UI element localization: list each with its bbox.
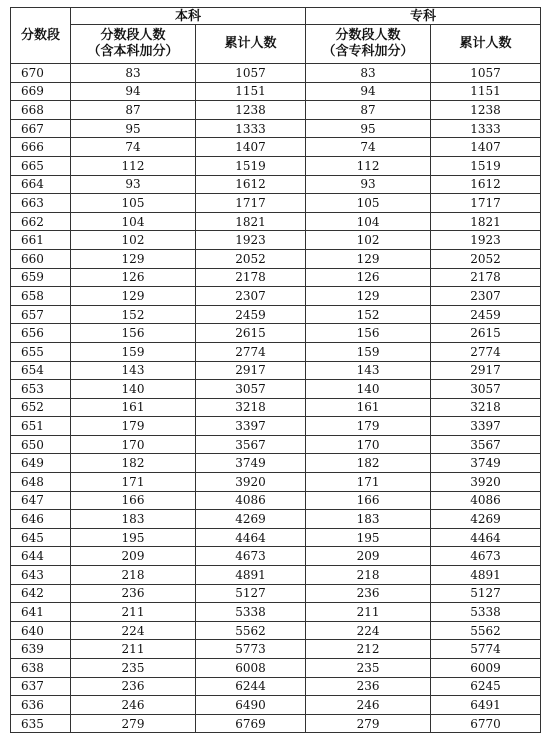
vocational-count-header-line2: （含专科加分）	[322, 44, 414, 59]
undergrad-count-cell: 102	[71, 231, 196, 250]
score-distribution-table-container	[10, 7, 541, 733]
undergrad-count-cell: 156	[71, 324, 196, 343]
table-row	[11, 194, 541, 213]
vocational-cumulative-cell: 6770	[431, 714, 541, 733]
vocational-count-cell: 95	[306, 119, 431, 138]
undergrad-count-header	[71, 25, 196, 64]
score-cell: 662	[11, 212, 71, 231]
table-row	[11, 231, 541, 250]
vocational-count-cell: 87	[306, 101, 431, 120]
vocational-cumulative-cell: 1333	[431, 119, 541, 138]
undergrad-count-cell: 104	[71, 212, 196, 231]
vocational-count-cell: 212	[306, 640, 431, 659]
undergrad-cumulative-cell: 2774	[196, 342, 306, 361]
table-row	[11, 305, 541, 324]
vocational-count-cell: 94	[306, 82, 431, 101]
vocational-count-cell: 246	[306, 696, 431, 715]
vocational-cumulative-cell: 1238	[431, 101, 541, 120]
undergrad-cumulative-cell: 4673	[196, 547, 306, 566]
undergrad-cumulative-cell: 1612	[196, 175, 306, 194]
score-cell: 644	[11, 547, 71, 566]
vocational-count-cell: 105	[306, 194, 431, 213]
score-cell: 659	[11, 268, 71, 287]
vocational-cumulative-cell: 4891	[431, 566, 541, 585]
table-row	[11, 473, 541, 492]
undergrad-count-cell: 126	[71, 268, 196, 287]
vocational-count-header-line1: 分数段人数	[335, 28, 401, 43]
undergrad-count-cell: 74	[71, 138, 196, 157]
undergrad-cumulative-cell: 3920	[196, 473, 306, 492]
undergrad-count-cell: 166	[71, 491, 196, 510]
undergrad-cumulative-cell: 1821	[196, 212, 306, 231]
score-cell: 635	[11, 714, 71, 733]
undergrad-count-cell: 94	[71, 82, 196, 101]
vocational-count-cell: 171	[306, 473, 431, 492]
vocational-count-cell: 236	[306, 677, 431, 696]
table-row	[11, 156, 541, 175]
undergrad-count-cell: 93	[71, 175, 196, 194]
undergrad-count-cell: 236	[71, 677, 196, 696]
undergrad-cumulative-cell: 4269	[196, 510, 306, 529]
undergrad-count-cell: 246	[71, 696, 196, 715]
table-row	[11, 510, 541, 529]
undergrad-cumulative-cell: 5773	[196, 640, 306, 659]
score-cell: 663	[11, 194, 71, 213]
vocational-count-cell: 182	[306, 454, 431, 473]
vocational-count-cell: 236	[306, 584, 431, 603]
table-row	[11, 64, 541, 83]
score-cell: 657	[11, 305, 71, 324]
vocational-cumulative-cell: 1821	[431, 212, 541, 231]
vocational-count-cell: 209	[306, 547, 431, 566]
table-row	[11, 659, 541, 678]
undergrad-cumulative-cell: 2307	[196, 287, 306, 306]
vocational-count-cell: 166	[306, 491, 431, 510]
vocational-cumulative-cell: 1407	[431, 138, 541, 157]
score-cell: 670	[11, 64, 71, 83]
undergrad-count-cell: 143	[71, 361, 196, 380]
undergrad-cumulative-cell: 5562	[196, 621, 306, 640]
undergrad-cumulative-cell: 1151	[196, 82, 306, 101]
vocational-count-cell: 104	[306, 212, 431, 231]
vocational-count-cell: 112	[306, 156, 431, 175]
undergrad-count-header-line1: 分数段人数	[100, 28, 166, 43]
undergrad-cumulative-cell: 3397	[196, 417, 306, 436]
score-cell: 668	[11, 101, 71, 120]
score-cell: 637	[11, 677, 71, 696]
score-cell: 646	[11, 510, 71, 529]
table-row	[11, 566, 541, 585]
vocational-cumulative-cell: 1923	[431, 231, 541, 250]
table-row	[11, 342, 541, 361]
table-row	[11, 175, 541, 194]
vocational-count-cell: 161	[306, 398, 431, 417]
vocational-cumulative-cell: 4086	[431, 491, 541, 510]
undergrad-cumulative-cell: 6008	[196, 659, 306, 678]
score-cell: 651	[11, 417, 71, 436]
score-cell: 649	[11, 454, 71, 473]
table-header	[11, 8, 541, 64]
table-row	[11, 621, 541, 640]
score-cell: 658	[11, 287, 71, 306]
table-row	[11, 547, 541, 566]
score-cell: 645	[11, 528, 71, 547]
undergrad-count-cell: 161	[71, 398, 196, 417]
vocational-count-cell: 152	[306, 305, 431, 324]
undergrad-cumulative-cell: 5127	[196, 584, 306, 603]
vocational-cumulative-cell: 2459	[431, 305, 541, 324]
score-cell: 640	[11, 621, 71, 640]
table-row	[11, 268, 541, 287]
table-row	[11, 640, 541, 659]
undergrad-cumulative-cell: 1333	[196, 119, 306, 138]
undergrad-cumulative-cell: 2615	[196, 324, 306, 343]
vocational-count-cell: 129	[306, 249, 431, 268]
score-cell: 642	[11, 584, 71, 603]
vocational-cumulative-cell: 3057	[431, 380, 541, 399]
undergrad-cumulative-cell: 2459	[196, 305, 306, 324]
table-row	[11, 101, 541, 120]
vocational-cumulative-cell: 2052	[431, 249, 541, 268]
vocational-cumulative-cell: 2178	[431, 268, 541, 287]
vocational-count-cell: 218	[306, 566, 431, 585]
vocational-count-header	[306, 25, 431, 64]
header-row-top	[11, 8, 541, 25]
table-row	[11, 138, 541, 157]
undergrad-count-cell: 159	[71, 342, 196, 361]
undergrad-cumulative-cell: 3218	[196, 398, 306, 417]
undergrad-cumulative-cell: 1407	[196, 138, 306, 157]
undergrad-count-cell: 218	[71, 566, 196, 585]
table-row	[11, 603, 541, 622]
undergrad-cumulative-cell: 2917	[196, 361, 306, 380]
undergrad-count-cell: 171	[71, 473, 196, 492]
table-row	[11, 528, 541, 547]
undergrad-cumulative-cell: 6244	[196, 677, 306, 696]
table-row	[11, 696, 541, 715]
vocational-count-cell: 235	[306, 659, 431, 678]
score-cell: 660	[11, 249, 71, 268]
undergrad-count-cell: 179	[71, 417, 196, 436]
table-row	[11, 677, 541, 696]
table-row	[11, 380, 541, 399]
undergrad-cumulative-cell: 3567	[196, 435, 306, 454]
vocational-count-cell: 126	[306, 268, 431, 287]
table-row	[11, 435, 541, 454]
vocational-cumulative-cell: 5774	[431, 640, 541, 659]
table-row	[11, 361, 541, 380]
vocational-cumulative-cell: 3749	[431, 454, 541, 473]
score-cell: 647	[11, 491, 71, 510]
vocational-count-cell: 129	[306, 287, 431, 306]
undergrad-cumulative-cell: 3749	[196, 454, 306, 473]
score-distribution-table	[10, 7, 541, 733]
undergrad-group-header: 本科	[71, 8, 306, 25]
undergrad-cumulative-cell: 4086	[196, 491, 306, 510]
vocational-count-cell: 93	[306, 175, 431, 194]
undergrad-count-header-line2: （含本科加分）	[87, 44, 179, 59]
vocational-count-cell: 83	[306, 64, 431, 83]
vocational-count-cell: 102	[306, 231, 431, 250]
undergrad-count-cell: 112	[71, 156, 196, 175]
vocational-cumulative-cell: 4464	[431, 528, 541, 547]
undergrad-cumulative-cell: 3057	[196, 380, 306, 399]
table-row	[11, 454, 541, 473]
table-row	[11, 714, 541, 733]
table-row	[11, 287, 541, 306]
score-cell: 638	[11, 659, 71, 678]
vocational-cumulative-cell: 6009	[431, 659, 541, 678]
vocational-count-cell: 140	[306, 380, 431, 399]
vocational-cumulative-cell: 1057	[431, 64, 541, 83]
score-cell: 643	[11, 566, 71, 585]
vocational-count-cell: 156	[306, 324, 431, 343]
vocational-cumulative-cell: 1717	[431, 194, 541, 213]
vocational-count-cell: 170	[306, 435, 431, 454]
undergrad-cumulative-cell: 1923	[196, 231, 306, 250]
undergrad-count-cell: 279	[71, 714, 196, 733]
undergrad-count-cell: 209	[71, 547, 196, 566]
undergrad-cumulative-cell: 6490	[196, 696, 306, 715]
undergrad-count-cell: 105	[71, 194, 196, 213]
vocational-count-cell: 195	[306, 528, 431, 547]
vocational-cumulative-cell: 2917	[431, 361, 541, 380]
vocational-cumulative-cell: 1612	[431, 175, 541, 194]
undergrad-cumulative-cell: 2052	[196, 249, 306, 268]
score-cell: 667	[11, 119, 71, 138]
undergrad-count-cell: 152	[71, 305, 196, 324]
undergrad-cumulative-cell: 1717	[196, 194, 306, 213]
undergrad-count-cell: 182	[71, 454, 196, 473]
vocational-cumulative-cell: 4269	[431, 510, 541, 529]
undergrad-cumulative-cell: 5338	[196, 603, 306, 622]
undergrad-count-cell: 224	[71, 621, 196, 640]
undergrad-count-cell: 183	[71, 510, 196, 529]
vocational-cumulative-cell: 2615	[431, 324, 541, 343]
score-cell: 656	[11, 324, 71, 343]
score-cell: 653	[11, 380, 71, 399]
score-cell: 665	[11, 156, 71, 175]
table-row	[11, 584, 541, 603]
vocational-group-header: 专科	[306, 8, 541, 25]
undergrad-count-cell: 236	[71, 584, 196, 603]
vocational-count-cell: 159	[306, 342, 431, 361]
undergrad-count-cell: 170	[71, 435, 196, 454]
undergrad-count-cell: 87	[71, 101, 196, 120]
score-cell: 655	[11, 342, 71, 361]
vocational-cumulative-cell: 5562	[431, 621, 541, 640]
vocational-cumulative-cell: 3397	[431, 417, 541, 436]
score-band-header: 分数段	[11, 8, 71, 64]
undergrad-cumulative-cell: 1057	[196, 64, 306, 83]
table-row	[11, 249, 541, 268]
table-row	[11, 212, 541, 231]
score-cell: 636	[11, 696, 71, 715]
undergrad-cumulative-cell: 4464	[196, 528, 306, 547]
undergrad-cumulative-cell: 2178	[196, 268, 306, 287]
vocational-cumulative-cell: 5127	[431, 584, 541, 603]
table-row	[11, 491, 541, 510]
score-cell: 661	[11, 231, 71, 250]
score-cell: 654	[11, 361, 71, 380]
score-cell: 639	[11, 640, 71, 659]
undergrad-count-cell: 129	[71, 249, 196, 268]
vocational-count-cell: 143	[306, 361, 431, 380]
score-cell: 641	[11, 603, 71, 622]
vocational-cumulative-cell: 5338	[431, 603, 541, 622]
undergrad-count-cell: 195	[71, 528, 196, 547]
table-row	[11, 82, 541, 101]
table-row	[11, 417, 541, 436]
undergrad-cumulative-cell: 6769	[196, 714, 306, 733]
vocational-cumulative-cell: 1519	[431, 156, 541, 175]
undergrad-count-cell: 235	[71, 659, 196, 678]
vocational-count-cell: 179	[306, 417, 431, 436]
score-cell: 652	[11, 398, 71, 417]
table-row	[11, 119, 541, 138]
undergrad-cumulative-cell: 1519	[196, 156, 306, 175]
vocational-count-cell: 279	[306, 714, 431, 733]
score-cell: 669	[11, 82, 71, 101]
vocational-cumulative-cell: 3920	[431, 473, 541, 492]
vocational-count-cell: 224	[306, 621, 431, 640]
table-row	[11, 324, 541, 343]
header-row-bottom	[11, 25, 541, 64]
vocational-cumulative-cell: 6245	[431, 677, 541, 696]
vocational-cumulative-header: 累计人数	[431, 25, 541, 64]
vocational-cumulative-cell: 3218	[431, 398, 541, 417]
undergrad-count-cell: 211	[71, 603, 196, 622]
vocational-cumulative-cell: 2307	[431, 287, 541, 306]
vocational-cumulative-cell: 3567	[431, 435, 541, 454]
undergrad-count-cell: 95	[71, 119, 196, 138]
score-cell: 648	[11, 473, 71, 492]
undergrad-cumulative-cell: 1238	[196, 101, 306, 120]
undergrad-count-cell: 211	[71, 640, 196, 659]
score-cell: 666	[11, 138, 71, 157]
undergrad-count-cell: 83	[71, 64, 196, 83]
undergrad-cumulative-header: 累计人数	[196, 25, 306, 64]
vocational-cumulative-cell: 4673	[431, 547, 541, 566]
table-row	[11, 398, 541, 417]
undergrad-count-cell: 140	[71, 380, 196, 399]
undergrad-count-cell: 129	[71, 287, 196, 306]
vocational-cumulative-cell: 6491	[431, 696, 541, 715]
table-body	[11, 64, 541, 733]
score-cell: 664	[11, 175, 71, 194]
score-cell: 650	[11, 435, 71, 454]
vocational-cumulative-cell: 2774	[431, 342, 541, 361]
undergrad-cumulative-cell: 4891	[196, 566, 306, 585]
vocational-cumulative-cell: 1151	[431, 82, 541, 101]
vocational-count-cell: 211	[306, 603, 431, 622]
vocational-count-cell: 74	[306, 138, 431, 157]
vocational-count-cell: 183	[306, 510, 431, 529]
